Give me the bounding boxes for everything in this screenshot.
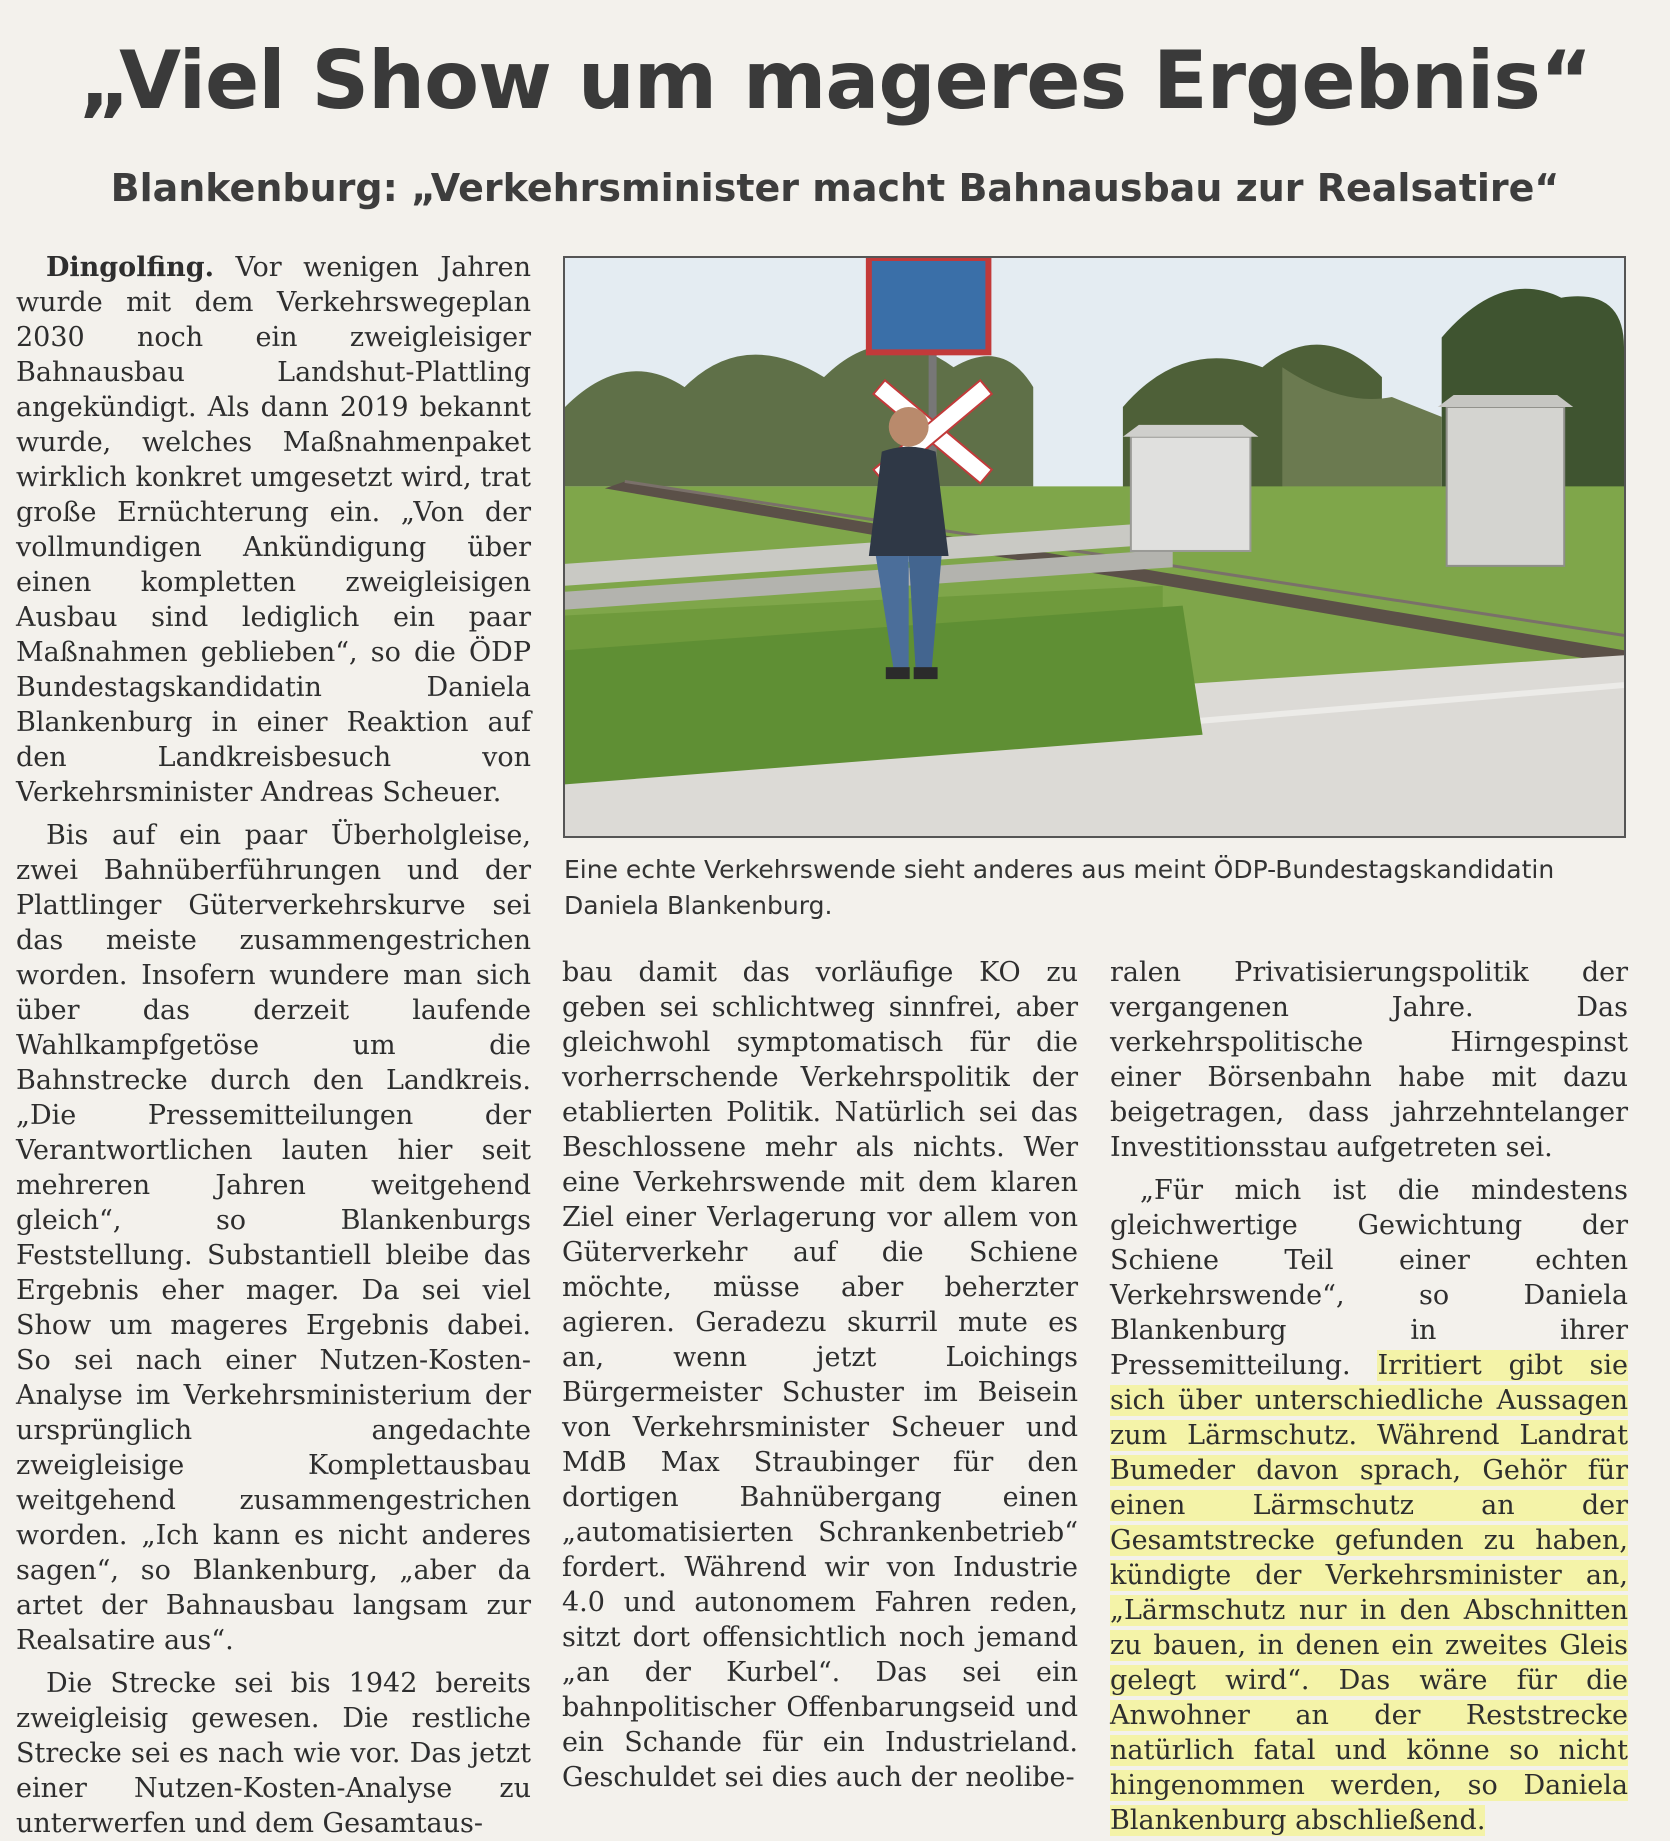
paragraph-text: „Für mich ist die mindestens gleichwertige Gewichtung der Schiene Teil einer echten Verkehrswende“, so Daniela Blankenburg in ihrer Pressemitteilung. <box>1110 1175 1628 1381</box>
dateline: Dingolfing. <box>46 252 214 283</box>
article-headline: „Viel Show um mageres Ergebnis“ <box>78 34 1592 127</box>
paragraph: bau damit das vorläufige KO zu geben sei schlichtweg sinnfrei, aber gleichwohl symptomatisch für die vorherrschende Verkehrspolitik der etablierten Politik. Natürlich sei das Beschlossene mehr als nichts. Wer eine Verkehrswende mit dem klaren Ziel einer Verlagerung vor allem von Güterverkehr auf die Schiene möchte, müsse aber beherzter agieren. Geradezu skurril mute es an, wenn jetzt Loichings Bürgermeister Schuster im Beisein von Verkehrsminister Scheuer und MdB Max Straubinger für den dortigen Bahnübergang einen „automatisierten Schrankenbetrieb“ fordert. Während wir von Industrie 4.0 und autonomem Fahren reden, sitzt dort offensichtlich noch jemand „an der Kurbel“. Das sei ein bahnpolitischer Offenbarungseid und ein Schande für ein Industrieland. Geschuldet sei dies auch der neolibe- <box>562 957 1078 1793</box>
text-column-2 <box>562 955 1078 1815</box>
paragraph <box>16 250 531 810</box>
photo-caption: Eine echte Verkehrswende sieht anderes aus meint ÖDP-Bundestagskandidatin Daniela Blankenburg. <box>564 855 1555 920</box>
article-photo <box>563 256 1626 838</box>
railway-crossing-photo <box>565 258 1624 836</box>
highlighted-text: Irritiert gibt sie sich über unterschiedliche Aussagen zum Lärmschutz. Während Landrat Bumeder davon sprach, Gehör für einen Lärmschutz an der Gesamtstrecke gefunden zu haben, kündigte der Verkehrsminister an, „Lärmschutz nur in den Abschnitten zu bauen, in denen ein zweites Gleis gelegt wird“. Das wäre für die Anwohner an der Reststrecke natürlich fatal und könne so nicht hingenommen werden, so Daniela Blankenburg abschließend. <box>1110 1350 1628 1836</box>
paragraph: Die Strecke sei bis 1942 bereits zweigleisig gewesen. Die restliche Strecke sei es nach wie vor. Das jetzt einer Nutzen-Kosten-Analyse zu unterwerfen und dem Gesamtaus- <box>16 1668 531 1839</box>
paragraph <box>1110 1173 1628 1838</box>
text-column-3 <box>1110 955 1628 1836</box>
article-subheadline: Blankenburg: „Verkehrsminister macht Bahnausbau zur Realsatire“ <box>110 166 1560 210</box>
paragraph: ralen Privatisierungspolitik der vergangenen Jahre. Das verkehrspolitische Hirngespinst einer Börsenbahn habe mit dazu beigetragen, dass jahrzehntelanger Investitionsstau aufgetreten sei. <box>1110 957 1628 1163</box>
paragraph: Bis auf ein paar Überholgleise, zwei Bahnüberführungen und der Plattlinger Güterverkehrskurve sei das meiste zusammengestrichen worden. Insofern wundere man sich über das derzeit laufende Wahlkampfgetöse um die Bahnstrecke durch den Landkreis. „Die Pressemitteilungen der Verantwortlichen lauten hier seit mehreren Jahren weitgehend gleich“, so Blankenburgs Feststellung. Substantiell bleibe das Ergebnis eher mager. Da sei viel Show um mageres Ergebnis dabei. So sei nach einer Nutzen-Kosten-Analyse im Verkehrsministerium der ursprünglich angedachte zweigleisige Komplettausbau weitgehend zusammengestrichen worden. „Ich kann es nicht anderes sagen“, so Blankenburg, „aber da artet der Bahnausbau langsam zur Realsatire aus“. <box>16 820 531 1656</box>
text-column-1 <box>16 250 531 1839</box>
paragraph-text: Vor wenigen Jahren wurde mit dem Verkehrswegeplan 2030 noch ein zweigleisiger Bahnausbau Landshut-Plattling angekündigt. Als dann 2019 bekannt wurde, welches Maßnahmenpaket wirklich konkret umgesetzt wird, trat große Ernüchterung ein. „Von der vollmundigen Ankündigung über einen kompletten zweigleisigen Ausbau sind lediglich ein paar Maßnahmen geblieben“, so die ÖDP Bundestagskandidatin Daniela Blankenburg in einer Reaktion auf den Landkreisbesuch von Verkehrsminister Andreas Scheuer. <box>16 252 531 808</box>
